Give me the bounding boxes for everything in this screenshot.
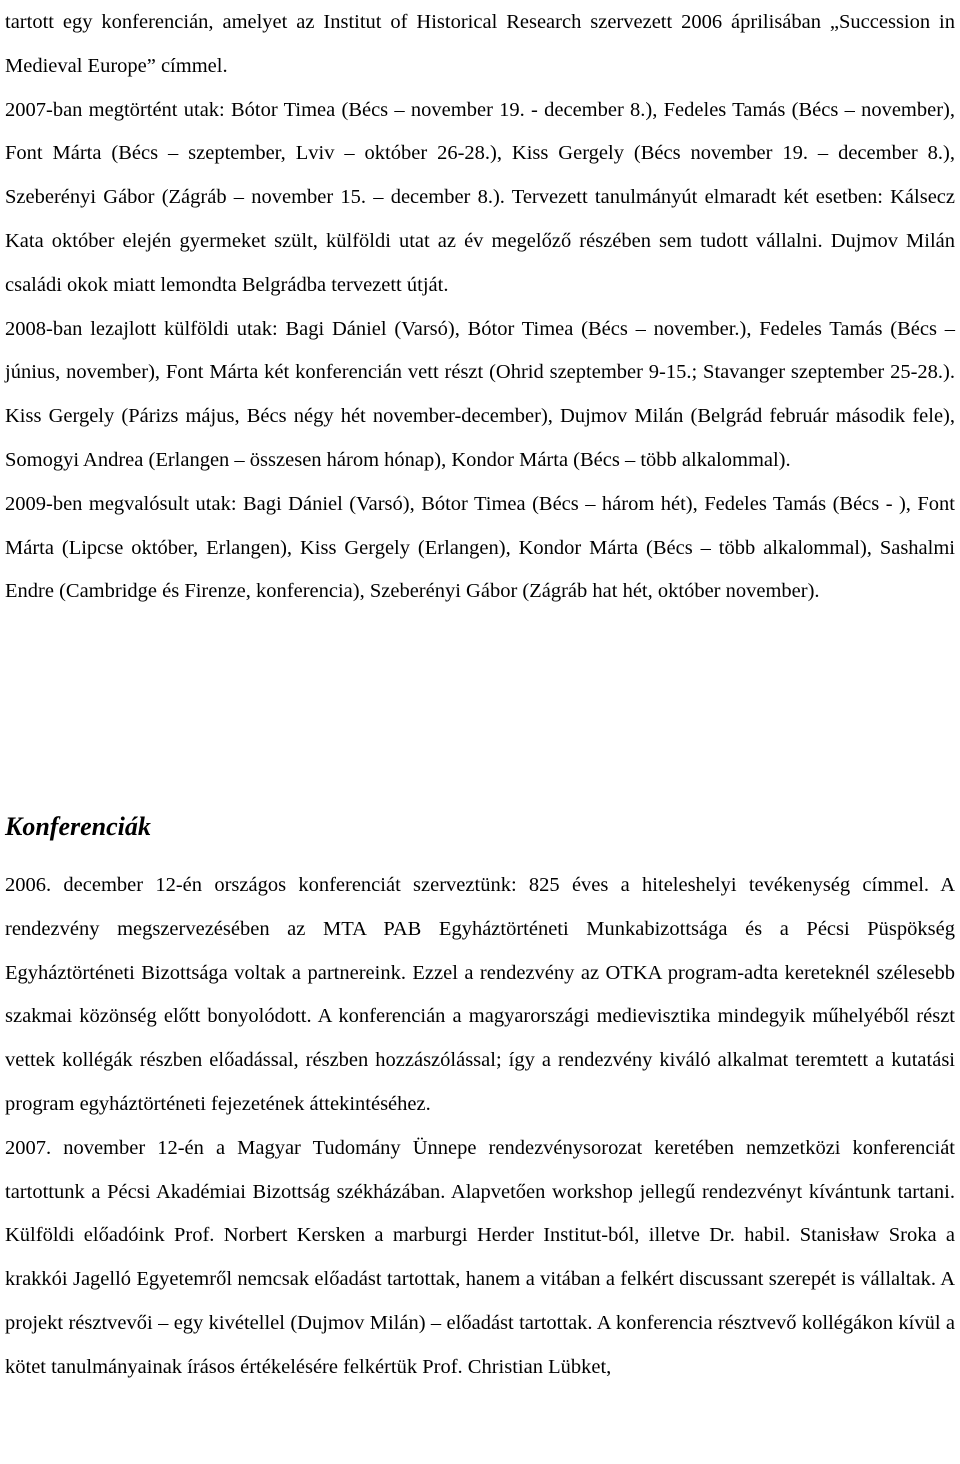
paragraph-conference-2007: 2007. november 12-én a Magyar Tudomány Ünnepe rendezvénysorozat keretében nemzetközi konferenciát tartottunk a Pécsi Akadémiai Bizottság székházában. Alapvetően workshop jellegű rendezvényt kívántunk tartani. Külföldi előadóink Prof. Norbert Kersken a marburgi Herder Institut-ból, illetve Dr. habil. Stanisław Sroka a krakkói Jagelló Egyetemről nemcsak előadást tartottak, hanem a vitában a felkért discussant szerepét is vállaltak. A projekt résztvevői – egy kivétellel (Dujmov Milán) – előadást tartottak. A konferencia résztvevő kollégákon kívül a kötet tanulmányainak írásos értékelésére felkértük Prof. Christian Lübket, bbox=[5, 1136, 955, 1378]
paragraph-trips-2007: 2007-ban megtörtént utak: Bótor Timea (Bécs – november 19. - december 8.), Fedeles Tamás (Bécs – november), Font Márta (Bécs – szeptember, Lviv – október 26-28.), Kiss Gergely (Bécs november 19. – december 8.), Szeberényi Gábor (Zágráb – november 15. – december 8.). Tervezett tanulmányút elmaradt két esetben: Kálsecz Kata október elején gyermeket szült, külföldi utat az év megelőző részében sem tudott vállalni. Dujmov Milán családi okok miatt lemondta Belgrádba tervezett útját. bbox=[5, 98, 955, 296]
paragraph-conference-intro: tartott egy konferencián, amelyet az Institut of Historical Research szervezett 2006 áprilisában „Succession in Medieval Europe” címmel. bbox=[5, 11, 955, 77]
paragraph-trips-2009: 2009-ben megvalósult utak: Bagi Dániel (Varsó), Bótor Timea (Bécs – három hét), Fedeles Tamás (Bécs - ), Font Márta (Lipcse október, Erlangen), Kiss Gergely (Erlangen), Kondor Márta (Bécs – több alkalommal), Sashalmi Endre (Cambridge és Firenze, konferencia), Szeberényi Gábor (Zágráb hat hét, október november). bbox=[5, 492, 955, 603]
research-trips-section bbox=[5, 1, 955, 614]
section-heading-conferences: Konferenciák bbox=[5, 812, 151, 841]
paragraph-trips-2008: 2008-ban lezajlott külföldi utak: Bagi Dániel (Varsó), Bótor Timea (Bécs – november.), Fedeles Tamás (Bécs – június, november), Font Márta két konferencián vett részt (Ohrid szeptember 9-15.; Stavanger szeptember 25-28.). Kiss Gergely (Párizs május, Bécs négy hét november-december), Dujmov Milán (Belgrád február második fele), Somogyi Andrea (Erlangen – összesen három hónap), Kondor Márta (Bécs – több alkalommal). bbox=[5, 317, 955, 471]
paragraph-conference-2006: 2006. december 12-én országos konferenciát szerveztünk: 825 éves a hiteleshelyi tevékenység címmel. A rendezvény megszervezésében az MTA PAB Egyháztörténeti Munkabizottsága és a Pécsi Püspökség Egyháztörténeti Bizottsága voltak a partnereink. Ezzel a rendezvény az OTKA program-adta kereteknél szélesebb szakmai közönség előtt bonyolódott. A konferencián a magyarországi medievisztika mindegyik műhelyéből részt vettek kollégák részben előadással, részben hozzászólással; így a rendezvény kiváló alkalmat teremtett a kutatási program egyháztörténeti fejezetének áttekintéséhez. bbox=[5, 874, 955, 1115]
conferences-section bbox=[5, 864, 955, 1390]
